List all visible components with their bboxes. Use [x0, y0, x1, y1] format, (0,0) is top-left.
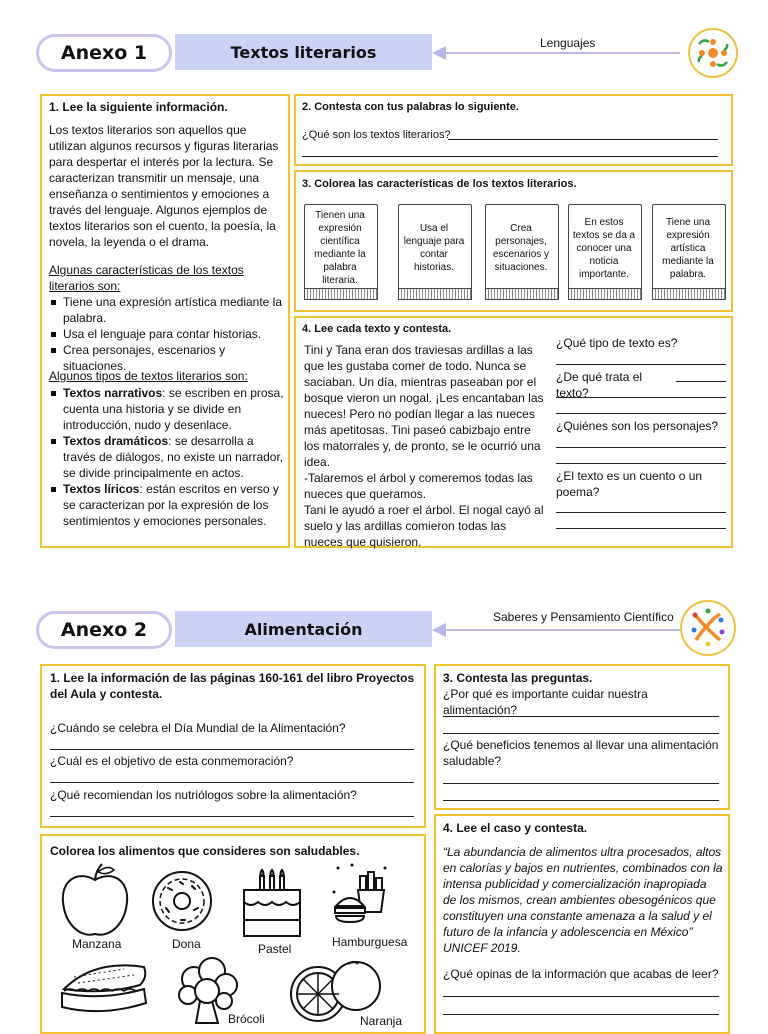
- annex1-s2-question: ¿Qué son los textos literarios?: [302, 129, 451, 141]
- answer-line[interactable]: [448, 139, 718, 140]
- annex2-s3-q1: ¿Por qué es importante cuidar nuestra alimentación?: [443, 687, 648, 717]
- annex1-s1-chars-list: [49, 294, 283, 374]
- answer-line[interactable]: [556, 397, 726, 398]
- list-item: Textos líricos: están escritos en verso y se caracterizan por la expresión de los sentimientos y emociones personales.: [63, 481, 285, 529]
- list-item: Usa el lenguaje para contar historias.: [63, 326, 283, 342]
- annex1-label: [36, 34, 172, 72]
- book-card[interactable]: Tienen una expresión científica mediante la palabra literaria.: [304, 200, 378, 300]
- annex2-s1-q1: ¿Cuándo se celebra el Día Mundial de la Alimentación?: [50, 721, 346, 735]
- annex2-s1-q2: ¿Cuál es el objetivo de esta conmemoración?: [50, 754, 294, 768]
- cake-icon[interactable]: [240, 868, 304, 942]
- food-label-cake: Pastel: [258, 942, 292, 956]
- annex2-s4-question: ¿Qué opinas de la información que acabas de leer?: [443, 967, 719, 981]
- answer-line[interactable]: [50, 782, 414, 783]
- annex2-s4-heading: 4. Lee el caso y contesta.: [443, 821, 588, 835]
- annex1-s4-q3: ¿Quiénes son los personajes?: [556, 419, 719, 433]
- annex1-s4-q1: ¿Qué tipo de texto es?: [556, 336, 678, 350]
- food-label-orange: Naranja: [360, 1014, 403, 1028]
- annex1-arrow-line: [444, 52, 680, 54]
- food-label-apple: Manzana: [72, 937, 122, 951]
- answer-line[interactable]: [50, 749, 414, 750]
- answer-line[interactable]: [556, 463, 726, 464]
- answer-line[interactable]: [443, 1014, 719, 1015]
- food-label-burger: Hamburguesa: [332, 935, 408, 949]
- answer-line[interactable]: [443, 800, 719, 801]
- list-item: Crea personajes, escenarios y situaciones.: [63, 342, 283, 374]
- book-card[interactable]: Crea personajes, escenarios y situaciones.: [485, 200, 559, 300]
- annex2-s1-q3: ¿Qué recomiendan los nutriólogos sobre la alimentación?: [50, 788, 357, 802]
- annex1-title-band: [175, 34, 432, 70]
- annex1-s4-q2: ¿De qué trata el texto?: [556, 370, 643, 400]
- annex2-s3-heading: 3. Contesta las preguntas.: [443, 671, 593, 685]
- answer-line[interactable]: [443, 716, 719, 717]
- annex2-color-heading: Colorea los alimentos que consideres son saludables.: [50, 844, 360, 858]
- annex1-s4-q4: ¿El texto es un cuento o un poema?: [556, 469, 703, 499]
- annex2-subject: Saberes y Pensamiento Científico: [493, 610, 674, 624]
- annex1-s3-heading: 3. Colorea las características de los textos literarios.: [302, 178, 577, 190]
- apple-icon[interactable]: [58, 862, 132, 940]
- book-card[interactable]: Usa el lenguaje para contar historias.: [398, 200, 472, 300]
- annex1-s4-story: Tini y Tana eran dos traviesas ardillas a las que les gustaba comer de todo. Nunca se saciaban. Un día, mientras paseaban por el bosque vieron un nogal. ¡Les encantaban las nueces! Pero no podían llegar a las nueces más apetitosas. Tini paseó cabizbajo entre los matorrales y, de pronto, se le ocurrió una idea. -Talaremos el árbol y comeremos todas las nueces que queramos. Tani le ayudó a roer el árbol. El nogal cayó al suelo y las ardillas comieron todas las nueces que quisieron.: [304, 343, 544, 549]
- list-item: Textos narrativos: se escriben en prosa, cuenta una historia y se divide en introducción, nudo y desenlace.: [63, 386, 284, 432]
- sandwich-icon[interactable]: [54, 955, 154, 1023]
- annex2-label-text: Anexo 2: [60, 619, 148, 641]
- food-label-donut: Dona: [172, 937, 201, 951]
- annex2-s3-q2: ¿Qué beneficios tenemos al llevar una alimentación saludable?: [443, 738, 719, 768]
- book-card[interactable]: En estos textos se da a conocer una noticia importante.: [568, 200, 642, 300]
- annex2-subject-logo-icon: [680, 600, 736, 656]
- annex1-s4-heading: 4. Lee cada texto y contesta.: [302, 323, 452, 335]
- annex1-s1-intro: Los textos literarios son aquellos que utilizan algunos recursos y figuras literarias para despertar el interés por la lectura. Se caracterizan transmitir un mensaje, una enseñanza o sentimientos y emociones a través del lenguaje. Algunos ejemplos de textos literarios son el cuento, la poesía, la novela, la leyenda o el drama.: [49, 123, 279, 249]
- annex1-s1-chars-heading: Algunas características de los textos literarios son:: [49, 263, 244, 293]
- answer-line[interactable]: [556, 447, 726, 448]
- answer-line[interactable]: [443, 996, 719, 997]
- answer-line[interactable]: [443, 733, 719, 734]
- annex1-s1-types-list: [49, 385, 285, 529]
- answer-line[interactable]: [50, 816, 414, 817]
- annex1-title: Textos literarios: [230, 42, 377, 62]
- answer-line[interactable]: [556, 512, 726, 513]
- list-item: Textos dramáticos: se desarrolla a través de diálogos, no existe un narrador, se divide principalmente en actos.: [63, 434, 284, 480]
- answer-line[interactable]: [443, 783, 719, 784]
- annex2-title-band: [175, 611, 432, 647]
- annex1-subject: Lenguajes: [540, 36, 596, 50]
- annex1-s2-heading: 2. Contesta con tus palabras lo siguiente.: [302, 101, 519, 113]
- annex2-label: [36, 611, 172, 649]
- annex2-arrow-line: [444, 629, 680, 631]
- answer-line[interactable]: [556, 413, 726, 414]
- annex2-s4-quote: “La abundancia de alimentos ultra procesados, altos en calorías y bajos en nutrientes, combinados con la intensa publicidad y comercialización inapropiada de los mismos, crean ambientes obesogénicos que constituyen una constante amenaza a la salud y el futuro de la infancia y adolescencia en México” UNICEF 2019.: [443, 845, 723, 955]
- food-label-broccoli: Brócoli: [228, 1012, 265, 1026]
- annex1-s1-heading: 1. Lee la siguiente información.: [49, 100, 228, 114]
- donut-icon[interactable]: [150, 868, 214, 934]
- list-item: Tiene una expresión artística mediante la palabra.: [63, 295, 283, 325]
- annex1-label-text: Anexo 1: [60, 42, 148, 64]
- answer-line[interactable]: [556, 364, 726, 365]
- annex2-s1-heading: 1. Lee la información de las páginas 160-161 del libro Proyectos del Aula y contesta.: [50, 671, 415, 701]
- answer-line[interactable]: [556, 528, 726, 529]
- annex1-s1-types-heading: Algunos tipos de textos literarios son:: [49, 369, 248, 383]
- book-card[interactable]: Tiene una expresión artística mediante la palabra.: [652, 200, 726, 300]
- burger-icon[interactable]: [330, 862, 390, 932]
- annex1-subject-logo-icon: [688, 28, 738, 78]
- annex2-title: Alimentación: [244, 619, 363, 639]
- answer-line[interactable]: [676, 381, 726, 382]
- answer-line[interactable]: [302, 156, 718, 157]
